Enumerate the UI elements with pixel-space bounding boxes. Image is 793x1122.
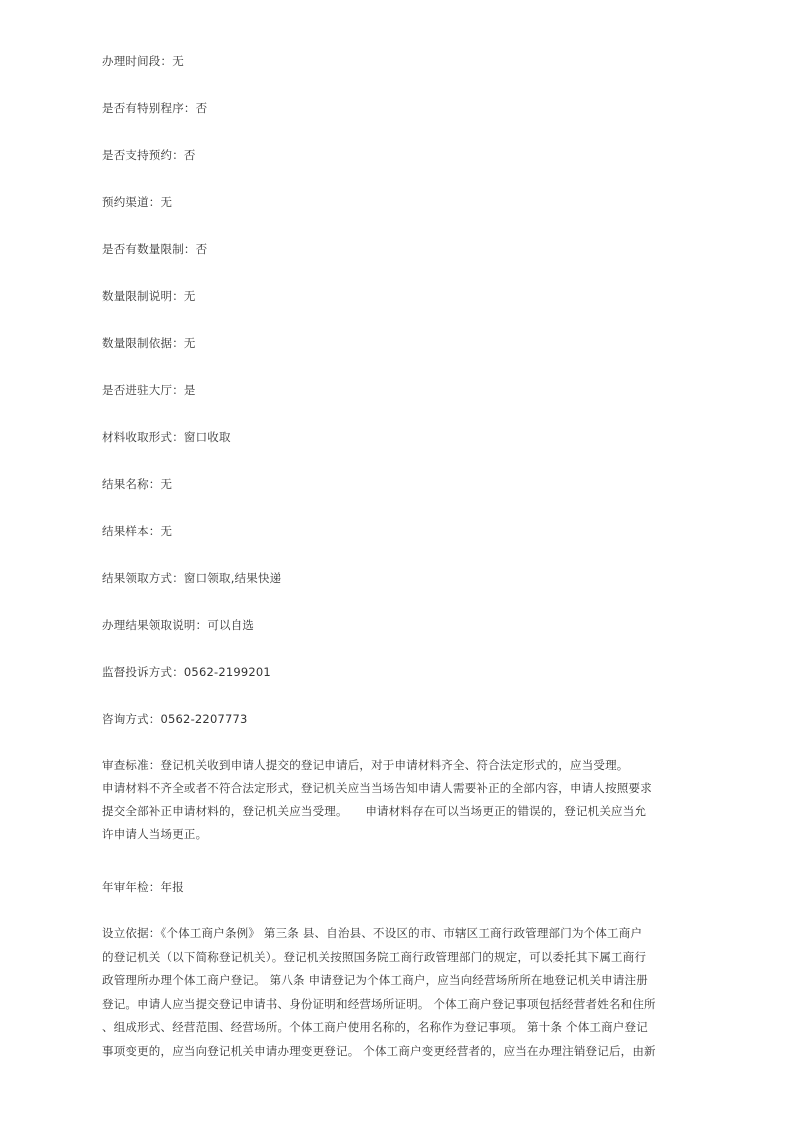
field-special-procedure [102,100,207,116]
paragraph-line: 政管理所办理个体工商户登记。 第八条 申请登记为个体工商户，应当向经营场所所在地登记机关申请注册 [102,973,648,987]
field-supports-reservation [102,147,196,163]
legal-basis-paragraph [102,922,682,1063]
field-label: 结果名称： [102,477,161,491]
field-label: 是否进驻大厅： [102,383,184,397]
field-label: 预约渠道： [102,195,161,209]
field-value: 无 [172,54,184,68]
field-value: 无 [160,524,173,538]
field-result-pickup-method [102,570,281,586]
field-label: 数量限制说明： [102,289,184,303]
field-result-sample [102,523,172,539]
field-result-name [102,476,172,492]
field-value: 否 [195,101,208,115]
field-quantity-limit [102,241,207,257]
field-quantity-limit-basis [102,335,196,351]
field-inquiry-contact [102,711,248,727]
paragraph-line: 、组成形式、经营范围、经营场所。个体工商户使用名称的，名称作为登记事项。 第十条 个体工商户登记 [102,1020,648,1034]
field-value: 年报 [160,880,184,894]
field-label: 是否有特别程序： [102,101,196,115]
field-value: 无 [183,336,196,350]
field-handling-period [102,53,184,69]
review-standard-paragraph [102,754,682,846]
field-reservation-channel [102,194,172,210]
field-value: 否 [183,148,196,162]
paragraph-line: 审查标准：登记机关收到申请人提交的登记申请后，对于申请材料齐全、符合法定形式的，应当受理。 [102,758,629,772]
field-in-service-hall [102,382,196,398]
field-value: 是 [183,383,196,397]
field-value: 0562-2199201 [183,665,271,679]
field-label: 办理时间段： [102,54,173,68]
paragraph-line: 的登记机关（以下简称登记机关）。登记机关按照国务院工商行政管理部门的规定，可以委托其下属工商行 [102,949,647,964]
paragraph-line: 登记。申请人应当提交登记申请书、身份证明和经营场所证明。 个体工商户登记事项包括经营者姓名和住所 [102,996,656,1011]
field-complaint-contact [102,664,271,680]
field-label: 结果领取方式： [102,571,184,585]
field-label: 监督投诉方式： [102,665,184,679]
paragraph-line: 申请材料不齐全或者不符合法定形式，登记机关应当当场告知申请人需要补正的全部内容，申请人按照要求 [102,781,652,795]
field-value: 无 [183,289,196,303]
field-value: 否 [195,242,208,256]
field-material-collection [102,429,231,445]
field-value: 无 [160,477,173,491]
field-label: 结果样本： [102,524,161,538]
field-result-pickup-note [102,617,254,633]
field-label: 是否有数量限制： [102,242,196,256]
field-value: 窗口收取 [183,430,231,444]
paragraph-line: 许申请人当场更正。 [102,827,208,841]
field-annual-check [102,879,184,895]
field-label: 年审年检： [102,880,161,894]
field-label: 办理结果领取说明： [102,618,208,632]
field-value: 可以自选 [207,618,255,632]
field-value: 无 [160,195,173,209]
field-quantity-limit-description [102,288,196,304]
field-label: 是否支持预约： [102,148,184,162]
paragraph-line: 设立依据：《个体工商户条例》 第三条 县、自治县、不设区的市、市辖区工商行政管理部门为个体工商户 [102,926,643,940]
paragraph-line: 提交全部补正申请材料的，登记机关应当受理。 申请材料存在可以当场更正的错误的，登记机关应当允 [102,804,647,818]
field-label: 数量限制依据： [102,336,184,350]
field-value: 0562-2207773 [160,712,248,726]
field-label: 材料收取形式： [102,430,184,444]
field-value: 窗口领取,结果快递 [183,571,282,585]
field-label: 咨询方式： [102,712,161,726]
paragraph-line: 事项变更的，应当向登记机关申请办理变更登记。 个体工商户变更经营者的，应当在办理注销登记后，由新 [102,1043,656,1058]
